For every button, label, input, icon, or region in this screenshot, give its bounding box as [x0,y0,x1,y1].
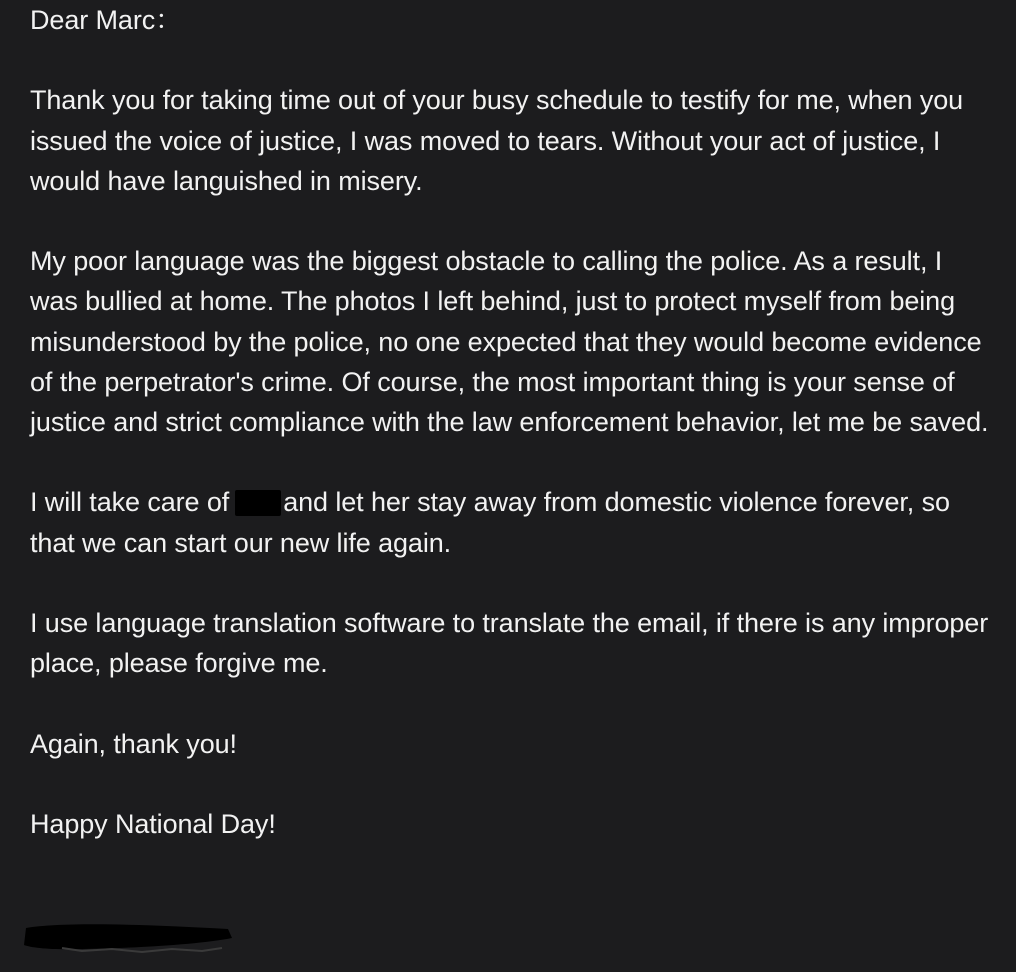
paragraph-gap [30,764,996,804]
paragraph-language-obstacle: My poor language was the biggest obstacle to calling the police. As a result, I was bullied at home. The photos I left behind, just to protect myself from being misunderstood by the police, no one expected that they would become evidence of the perpetrator's crime. Of course, the most important thing is your sense of justice and strict compliance with the law enforcement behavior, let me be saved. [30,246,989,437]
redacted-signature [22,918,234,954]
paragraph-translation-note: I use language translation software to translate the email, if there is any improper place, please forgive me. [30,607,989,679]
paragraph-gap [30,40,996,80]
paragraph-gap [30,683,996,723]
closing-thanks: Again, thank you! [30,728,237,759]
closing-holiday-greeting: Happy National Day! [30,808,276,839]
paragraph-take-care [30,482,996,562]
email-body [30,0,996,844]
paragraph-gap [30,563,996,603]
paragraph-gap [30,442,996,482]
paragraph-gap [30,201,996,241]
take-care-text-after: and let her stay away from domestic violence forever, so that we can start our new life again. [30,487,950,558]
redacted-name [235,490,281,516]
greeting: Dear Marc： [30,5,183,35]
paragraph-thanks-testimony: Thank you for taking time out of your busy schedule to testify for me, when you issued the voice of justice, I was moved to tears. Without your act of justice, I would have languished in misery. [30,85,964,196]
take-care-text-before: I will take care of [30,487,230,518]
